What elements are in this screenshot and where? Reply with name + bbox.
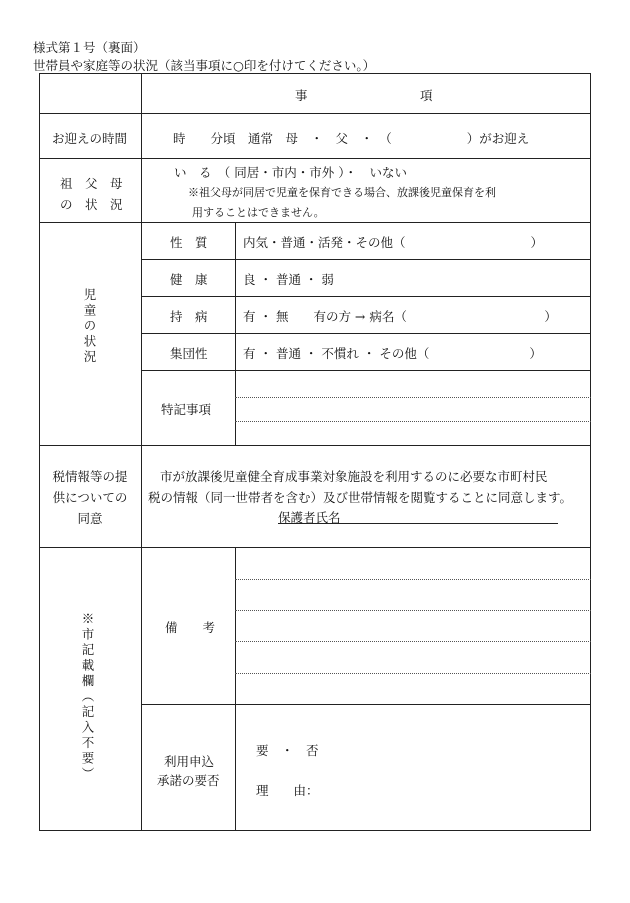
child-row-value[interactable]: 良 ・ 普通 ・ 弱 <box>243 272 334 287</box>
child-row-label: 健 康 <box>170 272 208 287</box>
grandparents-note-1: ※祖父母が同居で児童を保育できる場合、放課後児童保育を利 <box>188 186 496 199</box>
consent-text-1: 市が放課後児童健全育成事業対象施設を利用するのに必要な市町村民 <box>160 469 548 484</box>
child-row-value[interactable]: 有 ・ 無 有の方 → 病名（ ） <box>243 309 557 324</box>
approval-label-1: 利用申込 <box>164 754 215 769</box>
pickup-value[interactable]: 時 分頃 通常 母 ・ 父 ・ （ ）がお迎え <box>173 131 530 146</box>
consent-label-3: 同意 <box>77 511 103 526</box>
reason-label: 理 由： <box>256 783 319 798</box>
child-row-value[interactable]: 有 ・ 普通 ・ 不慣れ ・ その他（ ） <box>243 346 542 361</box>
city-section-label: ※市記載欄（記入不要） <box>80 612 95 783</box>
consent-label-2: 供についての <box>52 490 128 505</box>
child-row-label: 集団性 <box>170 346 208 361</box>
remarks-label: 備 考 <box>165 620 216 635</box>
guardian-name-label: 保護者氏名 <box>278 510 341 525</box>
child-row-label: 性 質 <box>170 235 208 250</box>
grandparents-label-2: の 状 況 <box>60 197 123 212</box>
consent-label-1: 税情報等の提 <box>52 469 128 484</box>
form-subtitle: 世帯員や家庭等の状況（該当事項に○印を付けてください。） <box>33 58 376 73</box>
grandparents-value[interactable]: い る （ 同居・市内・市外 ）・ いない <box>174 165 407 180</box>
grandparents-label-1: 祖 父 母 <box>60 176 123 191</box>
form-number: 様式第１号（裏面） <box>33 40 146 55</box>
child-row-label: 特記事項 <box>161 402 212 417</box>
approval-options[interactable]: 要 ・ 否 <box>256 743 319 758</box>
pickup-label: お迎えの時間 <box>52 131 128 146</box>
guardian-name-line[interactable] <box>278 523 558 524</box>
main-column-divider <box>141 73 142 831</box>
child-row-label: 持 病 <box>170 309 208 324</box>
column-header: 事 項 <box>295 88 433 103</box>
grandparents-note-2: 用することはできません。 <box>192 206 325 219</box>
child-row-value[interactable]: 内気・普通・活発・その他（ ） <box>243 235 544 250</box>
approval-label-2: 承諾の要否 <box>157 773 220 788</box>
consent-text-2: 税の情報（同一世帯者を含む）及び世帯情報を閲覧することに同意します。 <box>148 490 573 505</box>
child-status-label: 児童の状況 <box>82 288 97 366</box>
